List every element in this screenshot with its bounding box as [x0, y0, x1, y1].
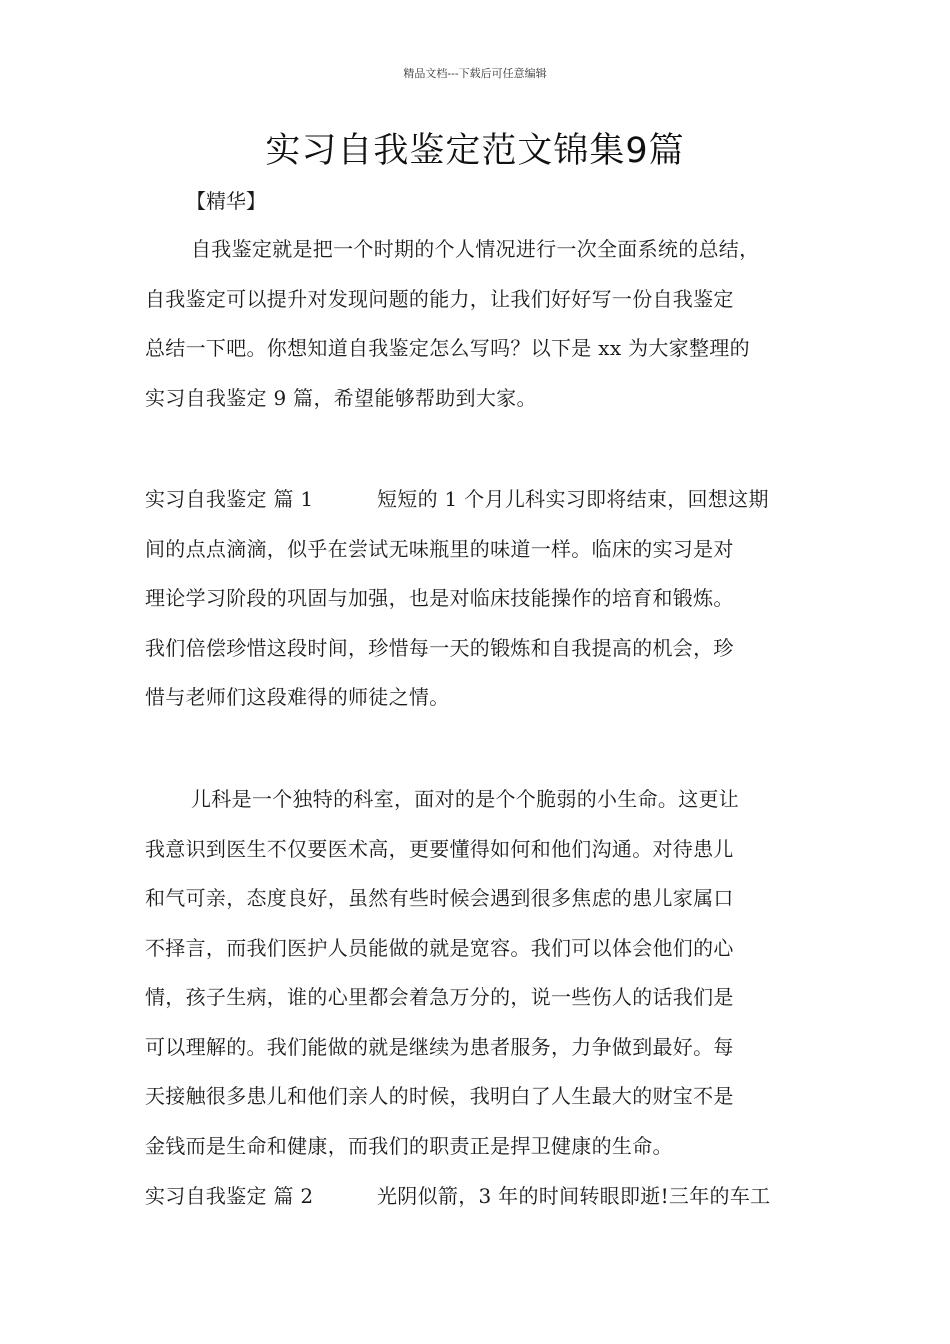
section-1 — [145, 475, 825, 723]
text-line: 间的点点滴滴，似乎在尝试无味瓶里的味道一样。临床的实习是对 — [145, 536, 734, 561]
text-line: 自我鉴定可以提升对发现问题的能力，让我们好好写一份自我鉴定 — [145, 286, 734, 311]
text-line: 我们倍偿珍惜这段时间，珍惜每一天的锻炼和自我提高的机会，珍 — [145, 635, 734, 660]
text-line: 金钱而是生命和健康，而我们的职责正是捍卫健康的生命。 — [145, 1133, 673, 1158]
text-line: 不择言，而我们医护人员能做的就是宽容。我们可以体会他们的心 — [145, 935, 734, 960]
section-2-heading: 实习自我鉴定 篇 2 — [145, 1184, 314, 1208]
text-line: 理论学习阶段的巩固与加强，也是对临床技能操作的培育和锻炼。 — [145, 586, 734, 610]
text-line: 情，孩子生病，谁的心里都会着急万分的，说一些伤人的话我们是 — [145, 985, 734, 1009]
text-line: 儿科是一个独特的科室，面对的是个个脆弱的小生命。这更让 — [191, 787, 740, 811]
text-line: 短短的 1 个月儿科实习即将结束，回想这期 — [377, 487, 769, 511]
text-line: 可以理解的。我们能做的就是继续为患者服务，力争做到最好。每 — [145, 1034, 734, 1059]
section-1-first-line — [145, 475, 825, 525]
text-line: 自我鉴定就是把一个时期的个人情况进行一次全面系统的总结， — [191, 237, 760, 261]
section-2-first-line — [145, 1172, 825, 1222]
intro-paragraph — [145, 225, 825, 423]
section-1-heading: 实习自我鉴定 篇 1 — [145, 487, 314, 511]
text-line: 天接触很多患儿和他们亲人的时候，我明白了人生最大的财宝不是 — [145, 1084, 734, 1108]
paragraph-2 — [145, 775, 825, 1171]
essence-tag: 【精华】 — [186, 189, 266, 213]
text-line: 光阴似箭，3 年的时间转眼即逝!三年的车工 — [377, 1184, 771, 1208]
text-line: 总结一下吧。你想知道自我鉴定怎么写吗？以下是 xx 为大家整理的 — [145, 336, 750, 360]
document-title: 实习自我鉴定范文锦集9篇 — [265, 131, 685, 171]
header-note: 精品文档---下载后可任意编辑 — [403, 67, 547, 80]
text-line: 和气可亲，态度良好，虽然有些时候会遇到很多焦虑的患儿家属口 — [145, 886, 734, 910]
text-line: 惜与老师们这段难得的师徒之情。 — [145, 685, 450, 709]
text-line: 我意识到医生不仅要医术高，更要懂得如何和他们沟通。对待患儿 — [145, 836, 734, 861]
text-line: 实习自我鉴定 9 篇，希望能够帮助到大家。 — [145, 385, 537, 410]
section-2 — [145, 1172, 825, 1222]
